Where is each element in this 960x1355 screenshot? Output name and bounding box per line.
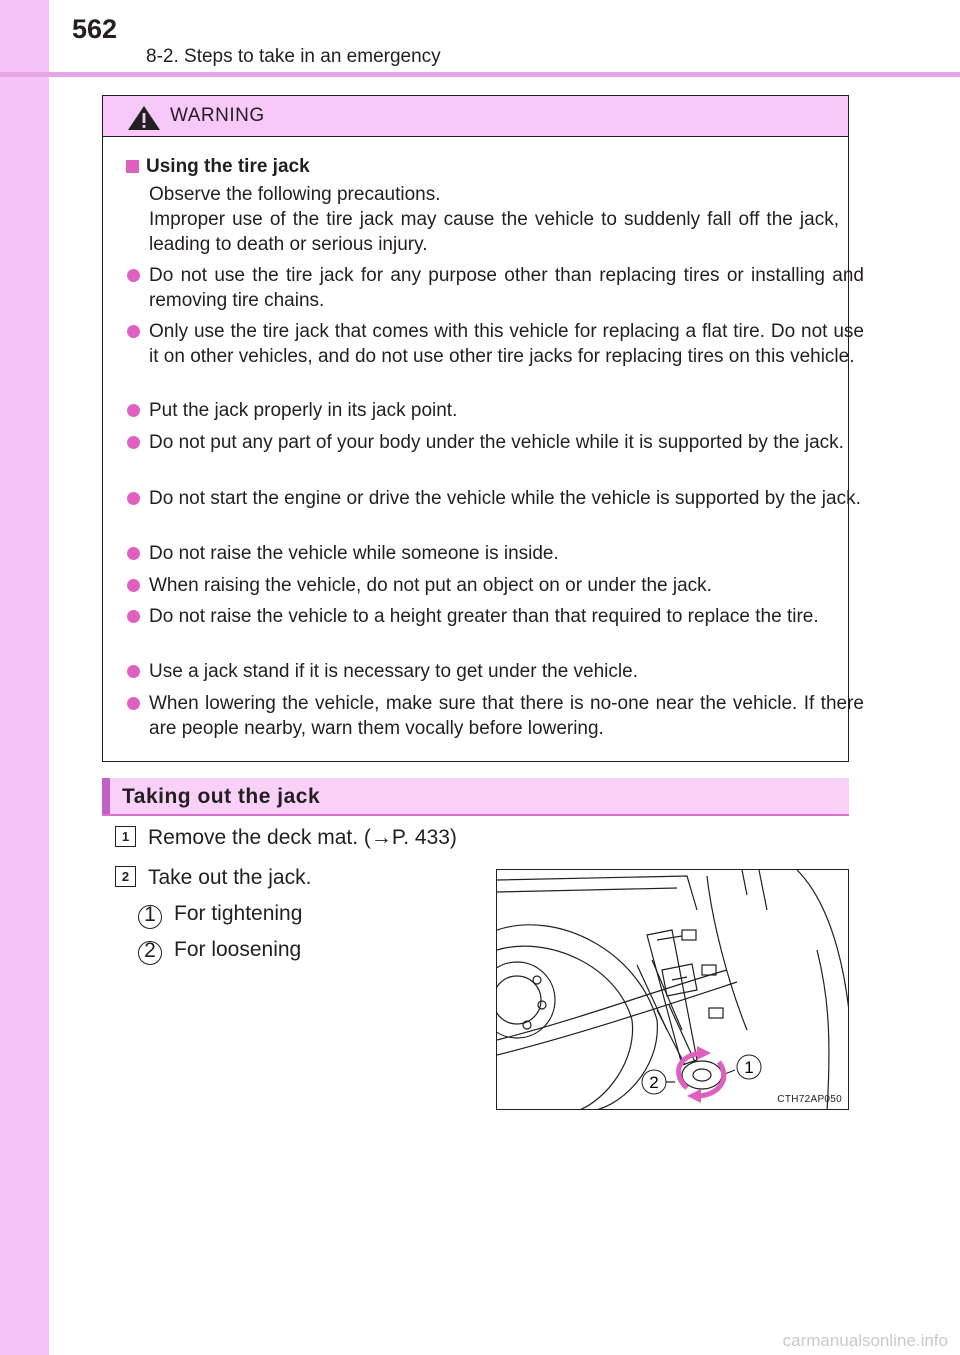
warning-intro-1: Observe the following precautions.	[149, 184, 441, 205]
illustration-code: CTH72AP050	[777, 1094, 842, 1105]
round-bullet-icon	[127, 436, 140, 449]
warning-item: Do not put any part of your body under the vehicle while it is supported by the jack.	[127, 431, 864, 456]
round-bullet-icon	[127, 610, 140, 623]
warning-item: Do not start the engine or drive the vehicle while the vehicle is supported by the jack.	[127, 487, 864, 512]
step-number: 1	[115, 826, 136, 847]
warning-triangle-icon	[127, 105, 161, 131]
warning-item: Do not raise the vehicle while someone is inside.	[127, 542, 864, 567]
illustration-label-2: 2	[649, 1073, 659, 1092]
round-bullet-icon	[127, 492, 140, 505]
round-bullet-icon	[127, 547, 140, 560]
round-bullet-icon	[127, 665, 140, 678]
callout-number: 2	[140, 939, 160, 961]
step-text: Remove the deck mat. (→P. 433)	[148, 826, 457, 849]
header-rule	[0, 72, 960, 77]
round-bullet-icon	[127, 404, 140, 417]
warning-header	[103, 96, 848, 137]
warning-box	[102, 95, 864, 762]
step-number: 2	[115, 866, 136, 887]
warning-intro-2: Improper use of the tire jack may cause the vehicle to suddenly fall off the jack, leading to death or serious injury.	[149, 209, 839, 255]
page-number: 562	[72, 14, 118, 44]
callout-text: For loosening	[174, 938, 302, 961]
section-header-title: Taking out the jack	[122, 785, 321, 808]
warning-item: Do not use the tire jack for any purpose other than replacing tires or installing and removing tire chains.	[127, 264, 864, 313]
watermark: carmanualsonline.info	[782, 1331, 948, 1350]
warning-item: Use a jack stand if it is necessary to get under the vehicle.	[127, 660, 864, 685]
warning-item: Do not raise the vehicle to a height greater than that required to replace the tire.	[127, 605, 864, 630]
section-header	[102, 778, 849, 816]
jack-drawing	[497, 870, 849, 1110]
warning-item: Only use the tire jack that comes with this vehicle for replacing a flat tire. Do not use it on other vehicles, and do not use other tire jacks for replacing tires on this vehicle.	[127, 320, 864, 369]
warning-item: When raising the vehicle, do not put an object on or under the jack.	[127, 574, 864, 599]
warning-item: When lowering the vehicle, make sure that there is no-one near the vehicle. If there are people nearby, warn them vocally before lowering.	[127, 692, 864, 741]
round-bullet-icon	[127, 269, 140, 282]
warning-heading-text: Using the tire jack	[146, 156, 310, 177]
callout-number: 1	[140, 903, 160, 925]
step-text: Take out the jack.	[148, 866, 312, 889]
square-bullet-icon	[126, 160, 139, 173]
jack-illustration	[496, 869, 849, 1110]
section-header-accent	[102, 778, 110, 814]
illustration-label-1: 1	[744, 1058, 754, 1077]
warning-heading	[126, 156, 310, 178]
side-band	[0, 0, 49, 1355]
round-bullet-icon	[127, 579, 140, 592]
round-bullet-icon	[127, 325, 140, 338]
round-bullet-icon	[127, 697, 140, 710]
warning-title: WARNING	[170, 105, 265, 126]
section-title: 8-2. Steps to take in an emergency	[146, 46, 441, 67]
warning-item: Put the jack properly in its jack point.	[127, 399, 864, 424]
callout-text: For tightening	[174, 902, 303, 925]
